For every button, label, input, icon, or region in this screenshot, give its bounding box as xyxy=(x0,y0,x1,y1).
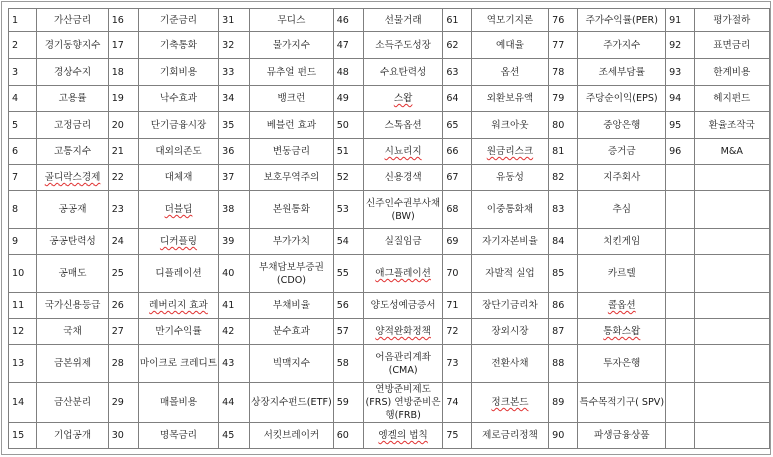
term-name: 뮤추얼 펀드 xyxy=(250,59,334,86)
term-number xyxy=(666,345,694,383)
term-number: 38 xyxy=(219,191,250,229)
term-number: 80 xyxy=(549,112,578,139)
term-name: 고용률 xyxy=(37,86,108,112)
term-name: 조세부담률 xyxy=(578,59,666,86)
term-number: 49 xyxy=(333,86,363,112)
term-number: 23 xyxy=(108,191,138,229)
term-number: 55 xyxy=(333,255,363,293)
term-number xyxy=(666,423,694,449)
spellcheck-marked-term: 원금리스크 xyxy=(486,146,534,157)
term-name: 명목금리 xyxy=(138,423,218,449)
term-number: 13 xyxy=(9,345,37,383)
term-name: 투자은행 xyxy=(578,345,666,383)
document-frame xyxy=(1,1,771,455)
term-name: 신용경색 xyxy=(363,165,442,191)
term-number: 91 xyxy=(666,9,694,32)
term-name: 단기금융시장 xyxy=(138,112,218,139)
term-name: 본원통화 xyxy=(250,191,334,229)
table-row xyxy=(9,139,770,165)
term-number: 34 xyxy=(219,86,250,112)
term-number: 28 xyxy=(108,345,138,383)
term-number: 77 xyxy=(549,32,578,59)
term-number: 95 xyxy=(666,112,694,139)
term-number xyxy=(666,165,694,191)
table-row xyxy=(9,255,770,293)
term-number: 11 xyxy=(9,293,37,319)
term-number: 29 xyxy=(108,383,138,423)
term-name: 가산금리 xyxy=(37,9,108,32)
term-name: 만기수익률 xyxy=(138,319,218,345)
term-number: 71 xyxy=(443,293,471,319)
term-name xyxy=(694,191,769,229)
term-number: 59 xyxy=(333,383,363,423)
term-name xyxy=(694,423,769,449)
term-name: 워크아웃 xyxy=(471,112,548,139)
spellcheck-marked-term: 스왑 xyxy=(393,93,413,104)
term-number: 61 xyxy=(443,9,471,32)
spellcheck-marked-term: 콜옵션 xyxy=(607,300,636,311)
term-number: 39 xyxy=(219,229,250,255)
term-name: 자기자본비율 xyxy=(471,229,548,255)
term-number: 87 xyxy=(549,319,578,345)
term-name xyxy=(694,229,769,255)
term-name: 국가신용등급 xyxy=(37,293,108,319)
table-row xyxy=(9,165,770,191)
term-number: 3 xyxy=(9,59,37,86)
spellcheck-marked-term: 레버리지 효과 xyxy=(149,300,208,311)
term-name: 서킷브레이커 xyxy=(250,423,334,449)
term-name: 환율조작국 xyxy=(694,112,769,139)
term-number: 7 xyxy=(9,165,37,191)
term-number: 46 xyxy=(333,9,363,32)
term-name: 선물거래 xyxy=(363,9,442,32)
term-number: 15 xyxy=(9,423,37,449)
term-number: 58 xyxy=(333,345,363,383)
term-name: 전환사채 xyxy=(471,345,548,383)
term-number: 16 xyxy=(108,9,138,32)
term-name: 평가절하 xyxy=(694,9,769,32)
term-number: 78 xyxy=(549,59,578,86)
term-number: 21 xyxy=(108,139,138,165)
term-number: 60 xyxy=(333,423,363,449)
term-name: 뱅크런 xyxy=(250,86,334,112)
term-number xyxy=(666,229,694,255)
table-row xyxy=(9,59,770,86)
term-number: 54 xyxy=(333,229,363,255)
term-name: 낙수효과 xyxy=(138,86,218,112)
term-number xyxy=(666,319,694,345)
term-name: 주가수익률(PER) xyxy=(578,9,666,32)
term-number: 65 xyxy=(443,112,471,139)
spellcheck-marked-term: 디커플링 xyxy=(159,236,198,247)
term-number: 66 xyxy=(443,139,471,165)
spellcheck-marked-term: 애그플레이션 xyxy=(375,268,431,279)
term-number xyxy=(666,293,694,319)
term-number xyxy=(666,191,694,229)
term-number: 94 xyxy=(666,86,694,112)
term-name: 경상수지 xyxy=(37,59,108,86)
term-name: 주당순이익(EPS) xyxy=(578,86,666,112)
term-name: 증거금 xyxy=(578,139,666,165)
term-name: 대체재 xyxy=(138,165,218,191)
term-name: 이중통화채 xyxy=(471,191,548,229)
spellcheck-marked-term: 양적완화정책 xyxy=(375,326,431,337)
term-name: 기준금리 xyxy=(138,9,218,32)
term-name: 베블런 효과 xyxy=(250,112,334,139)
table-row xyxy=(9,319,770,345)
term-number: 4 xyxy=(9,86,37,112)
term-number: 93 xyxy=(666,59,694,86)
spellcheck-marked-term: 정크본드 xyxy=(491,397,529,408)
term-name: 변동금리 xyxy=(250,139,334,165)
term-number: 45 xyxy=(219,423,250,449)
term-name: 고통지수 xyxy=(37,139,108,165)
term-number: 75 xyxy=(443,423,471,449)
term-number: 76 xyxy=(549,9,578,32)
term-number: 35 xyxy=(219,112,250,139)
table-row xyxy=(9,293,770,319)
term-name xyxy=(363,319,442,345)
term-number: 42 xyxy=(219,319,250,345)
term-number: 5 xyxy=(9,112,37,139)
term-number: 25 xyxy=(108,255,138,293)
term-name xyxy=(363,255,442,293)
term-name: 중앙은행 xyxy=(578,112,666,139)
term-name: 공공탄력성 xyxy=(37,229,108,255)
term-name xyxy=(694,319,769,345)
term-number: 31 xyxy=(219,9,250,32)
term-number: 83 xyxy=(549,191,578,229)
term-name: 예대율 xyxy=(471,32,548,59)
term-number: 81 xyxy=(549,139,578,165)
term-name: 공매도 xyxy=(37,255,108,293)
term-name: 표면금리 xyxy=(694,32,769,59)
term-number: 14 xyxy=(9,383,37,423)
term-name: 무디스 xyxy=(250,9,334,32)
term-number: 41 xyxy=(219,293,250,319)
term-number: 53 xyxy=(333,191,363,229)
term-name: 파생금융상품 xyxy=(578,423,666,449)
term-name: 금본위제 xyxy=(37,345,108,383)
term-name: 역모기지론 xyxy=(471,9,548,32)
term-name xyxy=(37,165,108,191)
term-number: 43 xyxy=(219,345,250,383)
term-number: 6 xyxy=(9,139,37,165)
economic-terms-table xyxy=(8,8,770,449)
term-name: 지주회사 xyxy=(578,165,666,191)
term-name: 연방준비제도(FRS) 연방준비은행(FRB) xyxy=(363,383,442,423)
term-number: 26 xyxy=(108,293,138,319)
term-name: 기업공개 xyxy=(37,423,108,449)
table-row xyxy=(9,229,770,255)
term-name xyxy=(363,139,442,165)
term-name: 주가지수 xyxy=(578,32,666,59)
term-name: 경기동향지수 xyxy=(37,32,108,59)
spellcheck-marked-term: 더블딥 xyxy=(164,204,193,215)
term-number: 19 xyxy=(108,86,138,112)
term-name: 추심 xyxy=(578,191,666,229)
spellcheck-marked-term: 엥겔의 법칙 xyxy=(378,430,428,441)
term-name xyxy=(471,383,548,423)
term-number: 47 xyxy=(333,32,363,59)
term-name: 치킨게임 xyxy=(578,229,666,255)
term-name xyxy=(138,229,218,255)
term-name xyxy=(694,255,769,293)
term-name: 공공재 xyxy=(37,191,108,229)
term-name xyxy=(471,139,548,165)
term-name: 상장지수펀드(ETF) xyxy=(250,383,334,423)
term-name: 고정금리 xyxy=(37,112,108,139)
term-number: 73 xyxy=(443,345,471,383)
term-number: 12 xyxy=(9,319,37,345)
term-number: 9 xyxy=(9,229,37,255)
term-number: 30 xyxy=(108,423,138,449)
term-name: 디플레이션 xyxy=(138,255,218,293)
term-name: 기회비용 xyxy=(138,59,218,86)
term-name: 부채담보부증권(CDO) xyxy=(250,255,334,293)
term-number: 86 xyxy=(549,293,578,319)
term-number: 27 xyxy=(108,319,138,345)
term-name: 보호무역주의 xyxy=(250,165,334,191)
term-number: 56 xyxy=(333,293,363,319)
term-name: 제로금리정책 xyxy=(471,423,548,449)
term-name xyxy=(578,293,666,319)
term-number: 79 xyxy=(549,86,578,112)
term-name: 헤지펀드 xyxy=(694,86,769,112)
term-number: 84 xyxy=(549,229,578,255)
term-name xyxy=(363,86,442,112)
term-number: 72 xyxy=(443,319,471,345)
term-name: 기축통화 xyxy=(138,32,218,59)
term-name: 물가지수 xyxy=(250,32,334,59)
term-number: 69 xyxy=(443,229,471,255)
term-number: 57 xyxy=(333,319,363,345)
term-number: 89 xyxy=(549,383,578,423)
term-name xyxy=(138,191,218,229)
term-number: 50 xyxy=(333,112,363,139)
term-name: 카르텔 xyxy=(578,255,666,293)
spellcheck-marked-term: 통화스왑 xyxy=(603,326,641,337)
term-number: 33 xyxy=(219,59,250,86)
term-number xyxy=(666,383,694,423)
table-row xyxy=(9,9,770,32)
term-number: 40 xyxy=(219,255,250,293)
term-name: 금산분리 xyxy=(37,383,108,423)
term-number: 74 xyxy=(443,383,471,423)
term-name: 옵션 xyxy=(471,59,548,86)
term-name: 국채 xyxy=(37,319,108,345)
term-name xyxy=(138,293,218,319)
term-name: 장단기금리차 xyxy=(471,293,548,319)
spellcheck-marked-term: 시뇨리지 xyxy=(384,146,422,157)
term-number: 63 xyxy=(443,59,471,86)
term-name: 매몰비용 xyxy=(138,383,218,423)
table-row xyxy=(9,32,770,59)
term-number: 88 xyxy=(549,345,578,383)
term-number: 85 xyxy=(549,255,578,293)
term-name: 소득주도성장 xyxy=(363,32,442,59)
term-number: 96 xyxy=(666,139,694,165)
term-number: 90 xyxy=(549,423,578,449)
term-name: 어음관리계좌(CMA) xyxy=(363,345,442,383)
table-row xyxy=(9,383,770,423)
term-name: 분수효과 xyxy=(250,319,334,345)
term-number: 20 xyxy=(108,112,138,139)
term-name: 외환보유액 xyxy=(471,86,548,112)
term-number: 92 xyxy=(666,32,694,59)
term-name: 유동성 xyxy=(471,165,548,191)
term-name: 한계비용 xyxy=(694,59,769,86)
term-name: 스톡옵션 xyxy=(363,112,442,139)
term-number: 51 xyxy=(333,139,363,165)
term-number xyxy=(666,255,694,293)
term-number: 36 xyxy=(219,139,250,165)
term-number: 48 xyxy=(333,59,363,86)
term-number: 44 xyxy=(219,383,250,423)
term-number: 52 xyxy=(333,165,363,191)
term-number: 67 xyxy=(443,165,471,191)
term-name xyxy=(694,345,769,383)
term-number: 18 xyxy=(108,59,138,86)
term-name xyxy=(363,423,442,449)
spellcheck-marked-term: 골디락스경제 xyxy=(44,172,101,183)
term-number: 24 xyxy=(108,229,138,255)
table-row xyxy=(9,191,770,229)
term-number: 8 xyxy=(9,191,37,229)
term-name: 부채비율 xyxy=(250,293,334,319)
term-number: 82 xyxy=(549,165,578,191)
term-number: 32 xyxy=(219,32,250,59)
term-number: 62 xyxy=(443,32,471,59)
term-number: 2 xyxy=(9,32,37,59)
term-name xyxy=(694,165,769,191)
term-name xyxy=(694,383,769,423)
term-name: 신주인수권부사채(BW) xyxy=(363,191,442,229)
term-name: 장외시장 xyxy=(471,319,548,345)
term-name xyxy=(694,293,769,319)
table-row xyxy=(9,86,770,112)
term-name: 빅맥지수 xyxy=(250,345,334,383)
term-number: 22 xyxy=(108,165,138,191)
term-number: 10 xyxy=(9,255,37,293)
term-name: 부가가치 xyxy=(250,229,334,255)
term-number: 70 xyxy=(443,255,471,293)
term-name: 실질임금 xyxy=(363,229,442,255)
table-row xyxy=(9,112,770,139)
term-number: 37 xyxy=(219,165,250,191)
term-name: 자발적 실업 xyxy=(471,255,548,293)
table-row xyxy=(9,345,770,383)
table-row xyxy=(9,423,770,449)
term-name: 수요탄력성 xyxy=(363,59,442,86)
term-number: 17 xyxy=(108,32,138,59)
term-name: 양도성예금증서 xyxy=(363,293,442,319)
term-name xyxy=(578,319,666,345)
term-name: M&A xyxy=(694,139,769,165)
term-name: 대외의존도 xyxy=(138,139,218,165)
term-number: 64 xyxy=(443,86,471,112)
term-number: 1 xyxy=(9,9,37,32)
term-number: 68 xyxy=(443,191,471,229)
term-name: 마이크로 크레디트 xyxy=(138,345,218,383)
term-name: 특수목적기구( SPV) xyxy=(578,383,666,423)
